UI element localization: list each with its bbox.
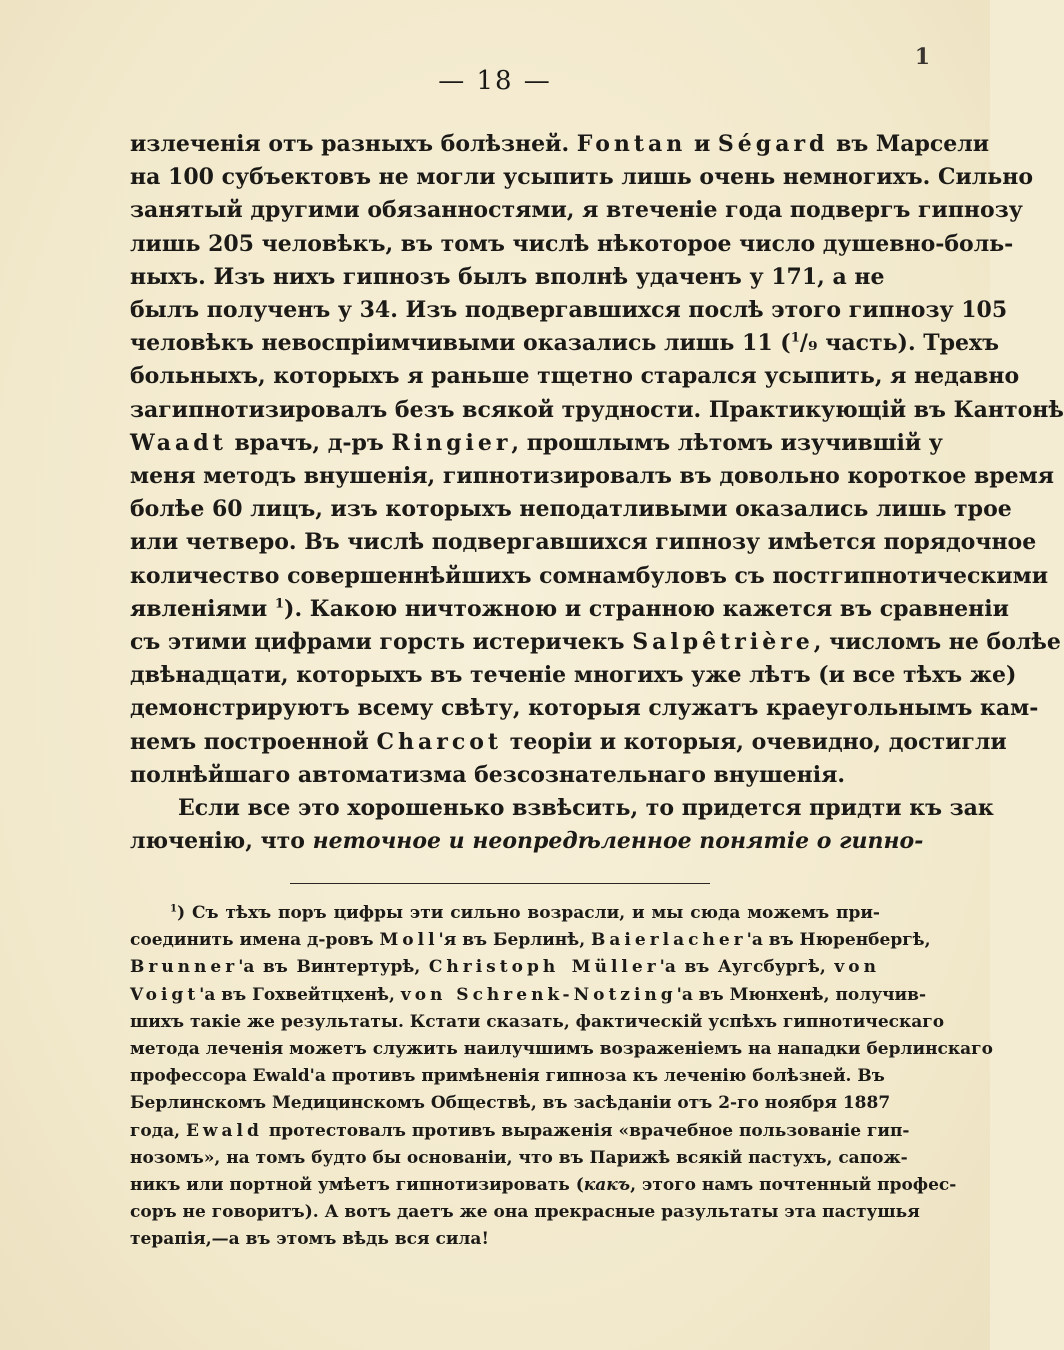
footnote-line: шихъ такіе же результаты. Кстати сказать, фактическій успѣхъ гипнотическаго	[130, 1011, 945, 1032]
spaced-name: Voigt	[130, 984, 200, 1005]
spaced-name: Salpêtrière	[632, 629, 814, 656]
footnote-line: года, Ewald протестовалъ противъ выраженія «врачебное пользованіе гип-	[130, 1120, 910, 1141]
main-text-line: меня методъ внушенія, гипнотизировалъ въ довольно короткое время	[130, 463, 1054, 490]
italic-text: неточное и неопредѣленное понятіе о гипно-	[312, 828, 924, 855]
footnote-line: никъ или портной умѣетъ гипнотизировать (какъ, этого намъ почтенный профес-	[130, 1175, 957, 1196]
spaced-name: von	[834, 957, 880, 978]
main-text-line: больныхъ, которыхъ я раньше тщетно старался усыпить, я недавно	[130, 363, 1020, 390]
main-text-line: Если все это хорошенько взвѣсить, то придется придти къ зак	[178, 795, 994, 822]
spaced-name: Moll	[379, 930, 439, 951]
main-text-line: люченію, что неточное и неопредѣленное понятіе о гипно-	[130, 828, 924, 855]
main-text-line: немъ построенной Charcot теоріи и которыя, очевидно, достигли	[130, 728, 1007, 755]
footnote-marker: 1	[170, 902, 178, 915]
spaced-name: Ringier	[391, 429, 512, 456]
main-text-line: занятый другими обязанностями, я втеченіе года подвергъ гипнозу	[130, 197, 1023, 224]
footnote-line: соръ не говоритъ). А вотъ даетъ же она прекрасные разультаты эта пастушья	[130, 1202, 920, 1223]
footnote-block	[130, 900, 993, 1254]
footnote-line: Берлинскомъ Медицинскомъ Обществѣ, въ засѣданіи отъ 2-го ноября 1887	[130, 1093, 891, 1114]
footnote-line: Brunner'а въ Винтертурѣ, Christoph Müller'а въ Аугсбургѣ, von	[130, 957, 880, 978]
footnote-line: Voigt'а въ Гохвейтцхенѣ, von Schrenk-Notzing'а въ Мюнхенѣ, получив-	[130, 984, 927, 1005]
main-text-line: Waadt врачъ, д-ръ Ringier, прошлымъ лѣтомъ изучившій у	[130, 429, 943, 456]
italic-text: какъ	[583, 1175, 631, 1196]
footnote-line: терапія,—а въ этомъ вѣдь вся сила!	[130, 1229, 489, 1250]
footnote-line: $^1$) Съ тѣхъ поръ цифры эти сильно возрасли, и мы сюда можемъ при-	[170, 902, 880, 923]
footnote-line: соединить имена д-ровъ Moll'я въ Берлинѣ, Baierlacher'а въ Нюренбергѣ,	[130, 930, 931, 951]
footnote-line: метода леченія можетъ служить наилучшимъ возраженіемъ на нападки берлинскаго	[130, 1039, 993, 1060]
main-text-line: демонстрируютъ всему свѣту, которыя служатъ краеугольнымъ кам-	[130, 695, 1039, 722]
main-text-line: излеченія отъ разныхъ болѣзней. Fontan и Ségard въ Марсели	[130, 131, 990, 157]
footnote-line: профессора Ewald'а противъ примѣненія гипноза къ леченію болѣзней. Въ	[130, 1066, 885, 1087]
spaced-name: von Schrenk-Notzing	[400, 984, 677, 1005]
footnote-marker: 1	[790, 330, 800, 346]
main-text-line: на 100 субъектовъ не могли усыпить лишь очень немногихъ. Сильно	[130, 164, 1033, 191]
main-text-line: или четверо. Въ числѣ подвергавшихся гипнозу имѣется порядочное	[130, 529, 1037, 556]
spaced-name: Fontan	[576, 131, 687, 157]
spaced-name: Ségard	[717, 131, 829, 157]
spaced-name: Ewald	[185, 1120, 263, 1141]
spaced-name: Baierlacher	[591, 930, 747, 951]
spaced-name: Charcot	[376, 728, 503, 755]
main-text-line: полнѣйшаго автоматизма безсознательнаго внушенія.	[130, 761, 846, 788]
spaced-name: Brunner	[130, 957, 239, 978]
footnote-marker: 1	[274, 596, 285, 612]
spaced-name: Christoph Müller	[428, 957, 660, 978]
spaced-name: Waadt	[130, 429, 227, 456]
main-text-line: лишь 205 человѣкъ, въ томъ числѣ нѣкоторое число душевно-боль-	[130, 230, 1014, 257]
main-text-line: количество совершеннѣйшихъ сомнамбуловъ съ постгипнотическими	[130, 562, 1049, 589]
main-text-line: человѣкъ невоспріимчивыми оказались лишь 11 ($^1$/₉ часть). Трехъ	[130, 330, 1000, 357]
footnote-divider	[290, 883, 710, 884]
main-text-line: загипнотизировалъ безъ всякой трудности. Практикующій въ Кантонѣ	[130, 396, 1064, 423]
main-text-line: болѣе 60 лицъ, изъ которыхъ неподатливыми оказались лишь трое	[130, 496, 1012, 523]
main-text-line: явленіями $^1$). Какою ничтожною и странною кажется въ сравненіи	[130, 595, 1009, 622]
main-text-line: ныхъ. Изъ нихъ гипнозъ былъ вполнѣ удаченъ у 171, а не	[130, 263, 885, 290]
main-text-line: былъ полученъ у 34. Изъ подвергавшихся послѣ этого гипнозу 105	[130, 297, 1008, 324]
corner-mark: 1	[914, 44, 930, 70]
page-number: — 18 —	[438, 66, 552, 96]
main-text-block	[130, 128, 1064, 858]
main-text-line: съ этими цифрами горсть истеричекъ Salpêtrière, числомъ не болѣе	[130, 629, 1061, 656]
main-text-line: двѣнадцати, которыхъ въ теченіе многихъ уже лѣтъ (и все тѣхъ же)	[130, 662, 1017, 689]
footnote-line: нозомъ», на томъ будто бы основаніи, что въ Парижѣ всякій пастухъ, сапож-	[130, 1147, 908, 1168]
